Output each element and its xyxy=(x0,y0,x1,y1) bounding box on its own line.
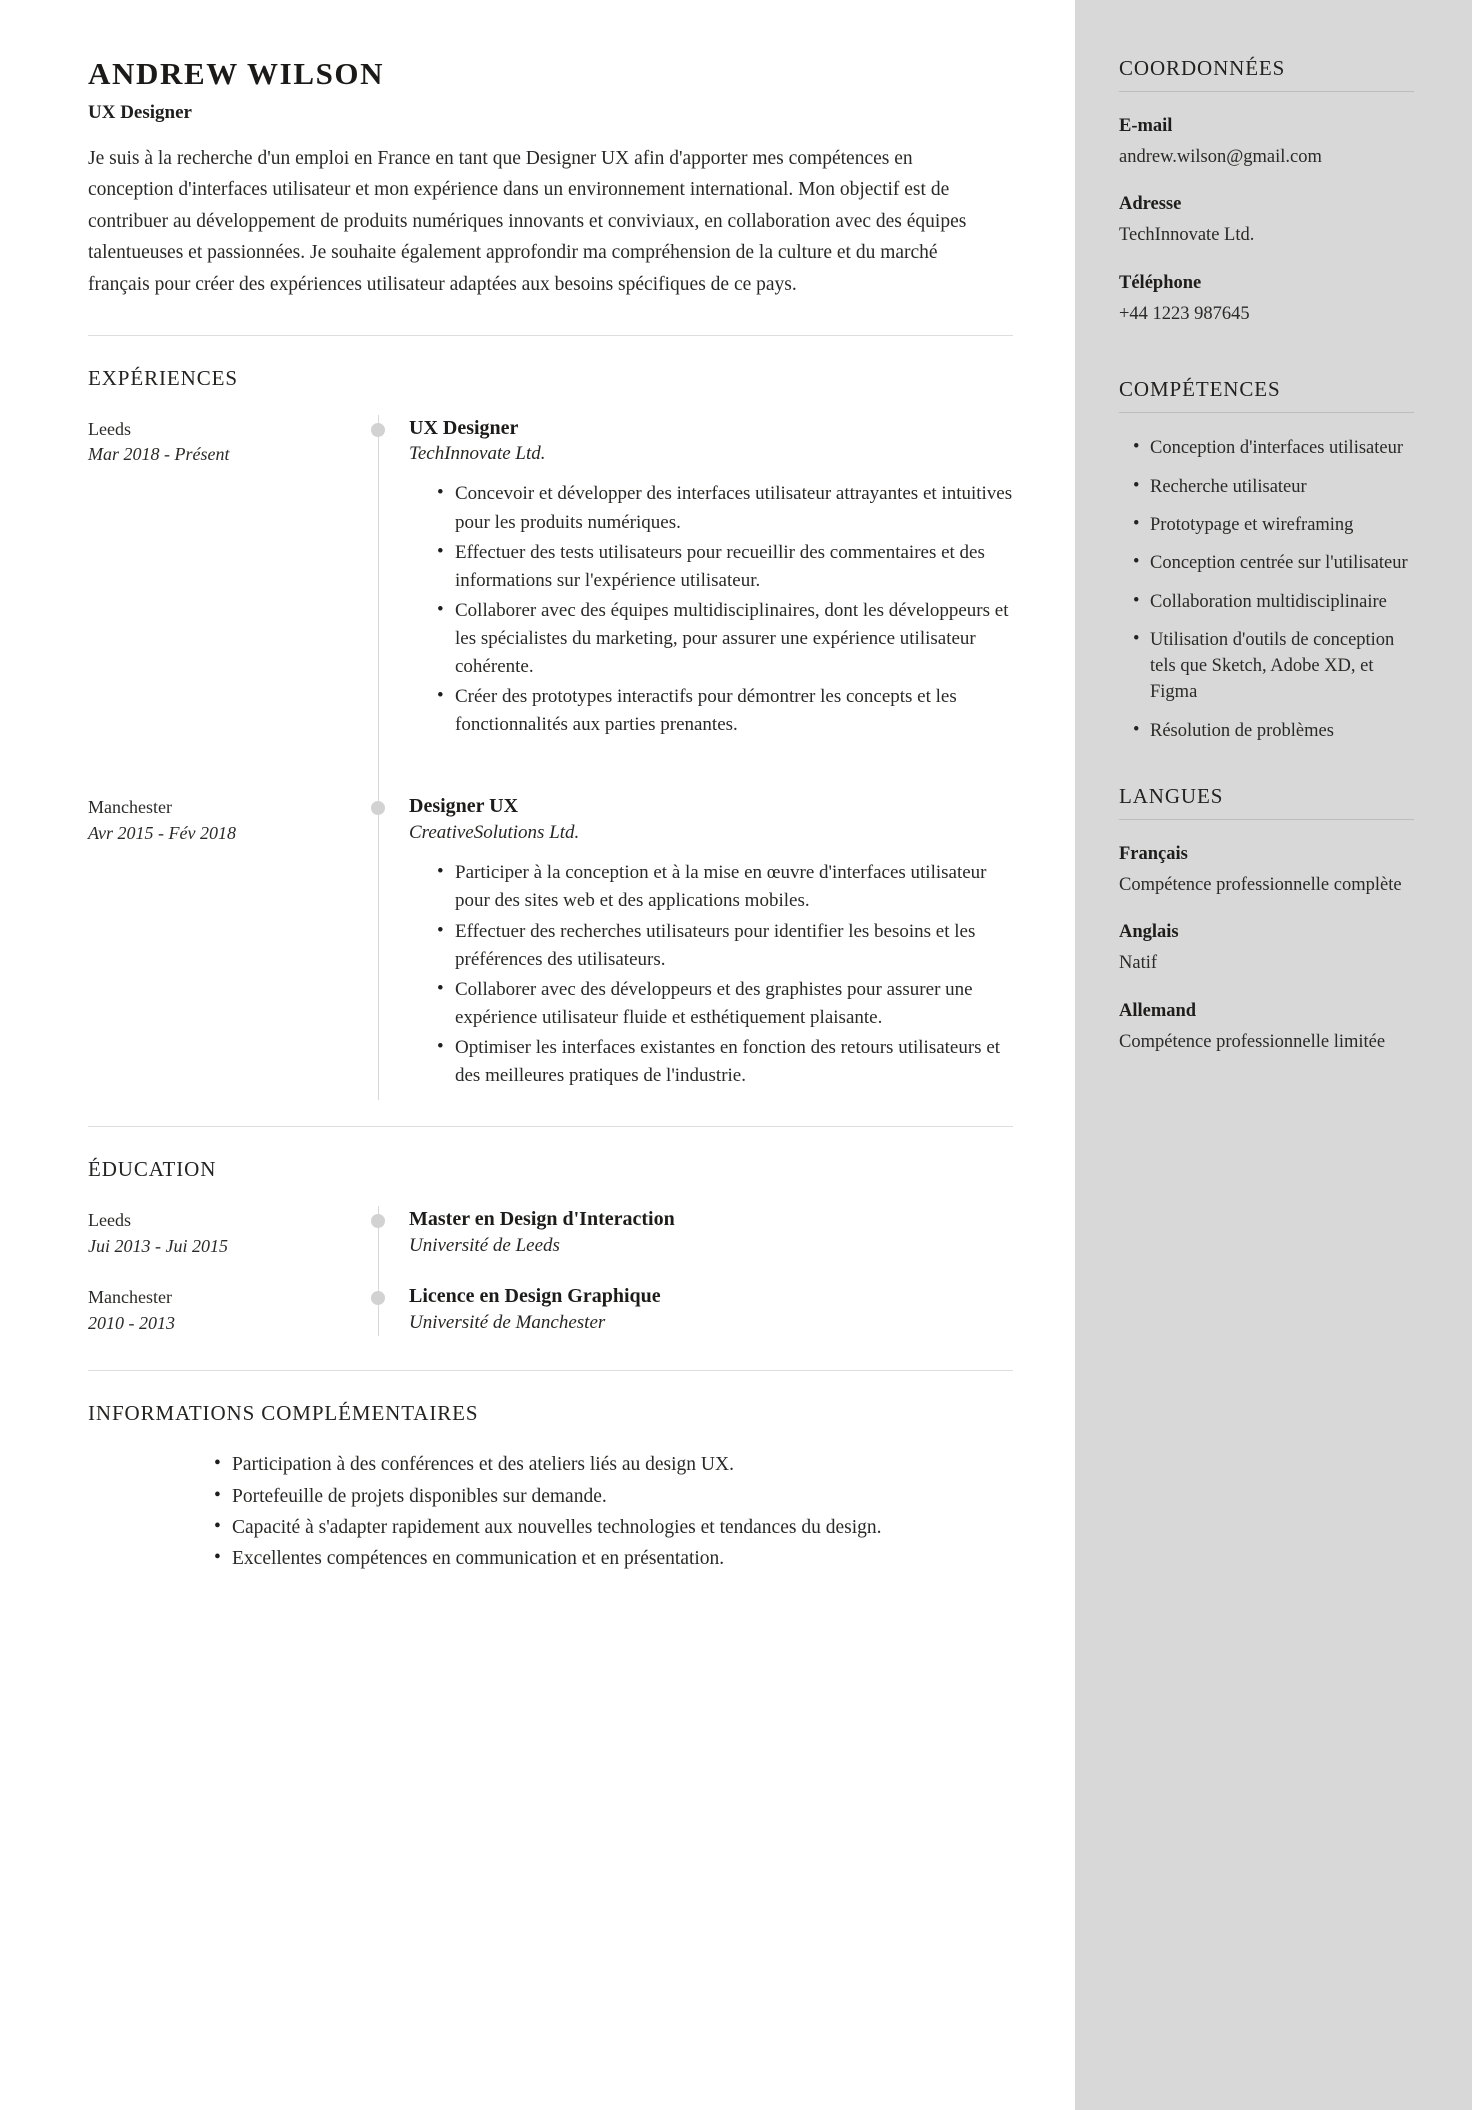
contact-phone-block xyxy=(1119,271,1414,327)
contact-address-block xyxy=(1119,192,1414,248)
spacer xyxy=(1119,349,1414,377)
education-body xyxy=(379,1206,1013,1259)
experience-entry xyxy=(88,749,1013,1100)
experience-body xyxy=(379,415,1013,750)
section-heading-education: ÉDUCATION xyxy=(88,1157,217,1182)
skill-item: • Conception d'interfaces utilisateur xyxy=(1133,435,1414,461)
experience-bullet: • Collaborer avec des développeurs et des graphistes pour assurer une expérience utilisateur fluide et esthétiquement plaisante. xyxy=(437,976,1013,1032)
education-dates: Jui 2013 - Jui 2015 xyxy=(88,1235,228,1256)
experience-location: Manchester xyxy=(88,797,172,818)
experience-bullet: • Collaborer avec des équipes multidisciplinaires, dont les développeurs et les spécialistes du marketing, pour assurer une expérience utilisateur cohérente. xyxy=(437,597,1013,681)
candidate-name: ANDREW WILSON xyxy=(88,56,385,91)
education-degree: Licence en Design Graphique xyxy=(409,1285,661,1308)
experience-body xyxy=(379,749,1013,1100)
contact-address-label: Adresse xyxy=(1119,194,1182,215)
language-block xyxy=(1119,999,1414,1055)
education-location: Manchester xyxy=(88,1287,172,1308)
section-heading-extras: INFORMATIONS COMPLÉMENTAIRES xyxy=(88,1401,479,1426)
experience-dates: Mar 2018 - Présent xyxy=(88,444,230,465)
contact-address-value: TechInnovate Ltd. xyxy=(1119,225,1255,246)
experience-bullet: • Participer à la conception et à la mise en œuvre d'interfaces utilisateur pour des sites web et des applications mobiles. xyxy=(437,859,1013,915)
education-meta xyxy=(88,1259,378,1336)
skill-item: • Collaboration multidisciplinaire xyxy=(1133,589,1414,615)
education-body xyxy=(379,1259,1013,1336)
language-level: Compétence professionnelle complète xyxy=(1119,874,1402,895)
education-school: Université de Leeds xyxy=(409,1234,560,1256)
language-name: Allemand xyxy=(1119,1000,1197,1021)
candidate-job-title: UX Designer xyxy=(88,101,192,123)
spacer xyxy=(1119,756,1414,784)
skill-item: • Recherche utilisateur xyxy=(1133,474,1414,500)
experience-location: Leeds xyxy=(88,418,131,439)
contact-email-label: E-mail xyxy=(1119,116,1173,136)
sidebar-heading-languages: LANGUES xyxy=(1119,783,1224,808)
language-name: Anglais xyxy=(1119,922,1179,943)
education-dates: 2010 - 2013 xyxy=(88,1312,175,1333)
extras-list xyxy=(88,1450,1013,1573)
language-name: Français xyxy=(1119,843,1188,864)
experience-role: UX Designer xyxy=(409,416,519,439)
education-location: Leeds xyxy=(88,1210,131,1231)
timeline-line xyxy=(378,1259,379,1336)
experience-company: TechInnovate Ltd. xyxy=(409,443,546,465)
language-level: Natif xyxy=(1119,953,1158,974)
skill-item: • Résolution de problèmes xyxy=(1133,718,1414,744)
education-entry xyxy=(88,1206,1013,1259)
sidebar xyxy=(1075,0,1472,2110)
timeline-line xyxy=(378,415,379,750)
experience-bullet: • Effectuer des recherches utilisateurs pour identifier les besoins et les préférences des utilisateurs. xyxy=(437,918,1013,974)
experience-bullet: • Effectuer des tests utilisateurs pour recueillir des commentaires et des informations sur l'expérience utilisateur. xyxy=(437,539,1013,595)
contact-email-value[interactable]: andrew.wilson@gmail.com xyxy=(1119,146,1322,167)
section-heading-experience: EXPÉRIENCES xyxy=(88,365,238,390)
sidebar-heading-contact: COORDONNÉES xyxy=(1119,56,1286,80)
experience-bullet-list xyxy=(409,480,1013,739)
experience-meta xyxy=(88,415,378,750)
section-divider-experience xyxy=(88,335,1013,336)
experience-bullet: • Optimiser les interfaces existantes en fonction des retours utilisateurs et des meilleures pratiques de l'industrie. xyxy=(437,1034,1013,1090)
experience-company: CreativeSolutions Ltd. xyxy=(409,821,580,843)
experience-meta xyxy=(88,749,378,1100)
spacer xyxy=(88,1261,354,1285)
language-block xyxy=(1119,842,1414,898)
sidebar-heading-skills: COMPÉTENCES xyxy=(1119,377,1281,402)
extras-item: • Participation à des conférences et des ateliers liés au design UX. xyxy=(214,1450,1013,1479)
skill-item: • Conception centrée sur l'utilisateur xyxy=(1133,550,1414,576)
contact-phone-value[interactable]: +44 1223 987645 xyxy=(1119,303,1250,324)
section-divider-education xyxy=(88,1126,1013,1127)
sidebar-divider-languages xyxy=(1119,819,1414,820)
experience-dates: Avr 2015 - Fév 2018 xyxy=(88,823,236,844)
experience-bullet-list xyxy=(409,859,1013,1090)
language-block xyxy=(1119,920,1414,976)
contact-email-block xyxy=(1119,114,1414,170)
education-degree: Master en Design d'Interaction xyxy=(409,1208,675,1231)
experience-entry xyxy=(88,415,1013,750)
sidebar-divider-contact xyxy=(1119,91,1414,92)
section-divider-extras xyxy=(88,1370,1013,1371)
language-level: Compétence professionnelle limitée xyxy=(1119,1031,1386,1052)
education-school: Université de Manchester xyxy=(409,1311,606,1333)
extras-item: • Portefeuille de projets disponibles sur demande. xyxy=(214,1482,1013,1511)
skills-list xyxy=(1119,435,1414,743)
sidebar-divider-skills xyxy=(1119,412,1414,413)
timeline-dot-icon xyxy=(371,423,385,437)
extras-item: • Capacité à s'adapter rapidement aux nouvelles technologies et tendances du design. xyxy=(214,1513,1013,1542)
spacer xyxy=(88,751,354,795)
extras-item: • Excellentes compétences en communication et en présentation. xyxy=(214,1544,1013,1573)
spacer xyxy=(409,749,1013,793)
contact-phone-label: Téléphone xyxy=(1119,272,1202,293)
education-meta xyxy=(88,1206,378,1259)
spacer xyxy=(409,1259,1013,1283)
experience-bullet: • Créer des prototypes interactifs pour démontrer les concepts et les fonctionnalités aux parties prenantes. xyxy=(437,683,1013,739)
experience-role: Designer UX xyxy=(409,795,519,818)
experience-bullet: • Concevoir et développer des interfaces utilisateur attrayantes et intuitives pour les produits numériques. xyxy=(437,480,1013,536)
profile-summary: Je suis à la recherche d'un emploi en France en tant que Designer UX afin d'apporter mes compétences en conception d'interfaces utilisateur et mon expérience dans un environnement international. Mon objectif est de contribuer au développement de produits numériques innovants et conviviaux, en collaboration avec des équipes talentueuses et passionnées. Je souhaite également approfondir ma compréhension de la culture et du marché français pour créer des expériences utilisateur adaptées aux besoins spécifiques de ce pays. xyxy=(88,147,967,296)
timeline-line xyxy=(378,749,379,1100)
education-entry xyxy=(88,1259,1013,1336)
timeline-line xyxy=(378,1206,379,1259)
skill-item: • Prototypage et wireframing xyxy=(1133,512,1414,538)
skill-item: • Utilisation d'outils de conception tels que Sketch, Adobe XD, et Figma xyxy=(1133,627,1414,706)
